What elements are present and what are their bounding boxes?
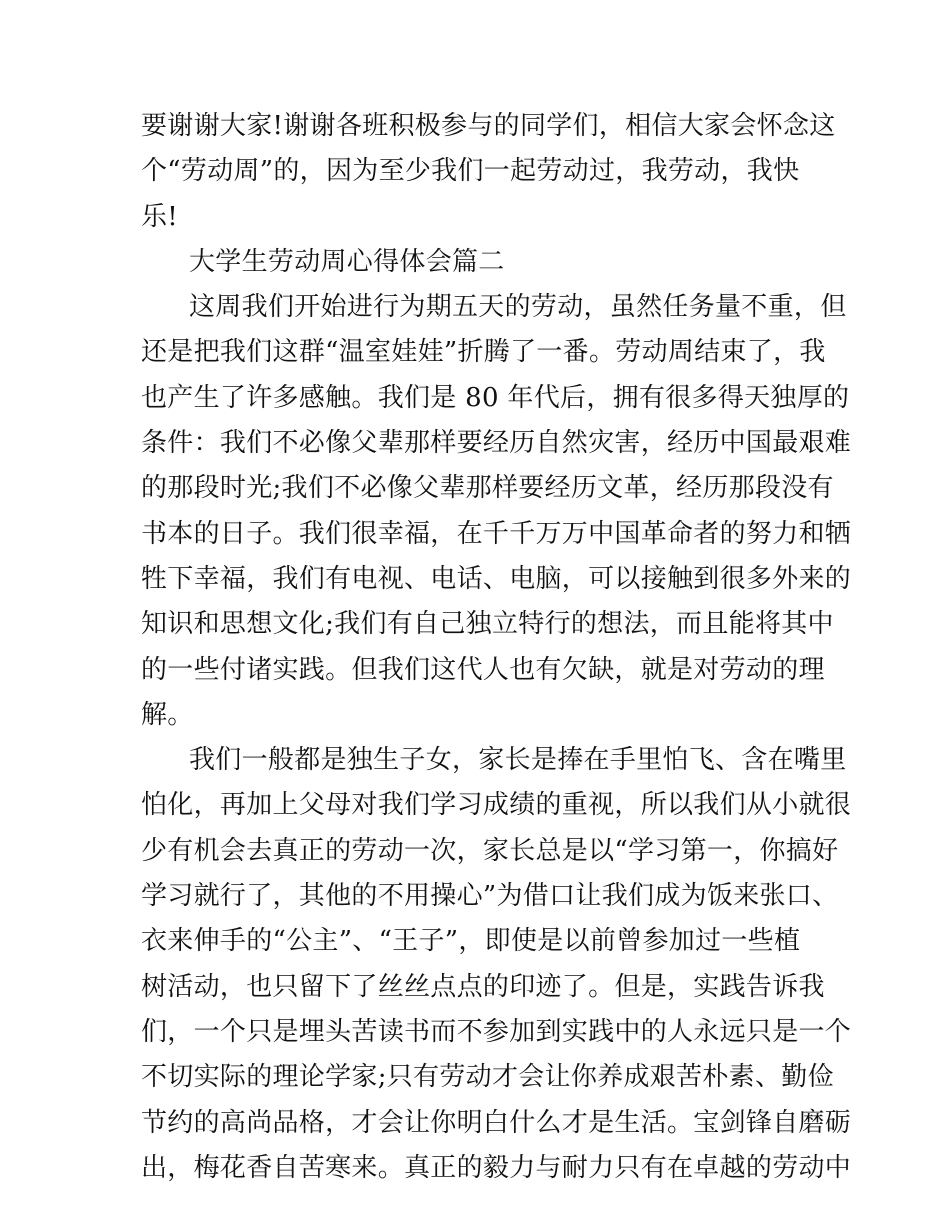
text-line: 要谢谢大家!谢谢各班积极参与的同学们，相信大家会怀念这 (141, 111, 836, 141)
text-line: 的一些付诸实践。但我们这代人也有欠缺，就是对劳动的理 (141, 654, 825, 685)
text-line: 不切实际的理论学家;只有劳动才会让你养成艰苦朴素、勤俭 (141, 1062, 834, 1093)
text-line: 乐! (141, 201, 179, 232)
text-line: 怕化，再加上父母对我们学习成绩的重视，所以我们从小就很 (141, 790, 852, 821)
text-line: 衣来伸手的“公主”、“王子”，即使是以前曾参加过一些植 (141, 926, 801, 957)
text-line: 也产生了许多感触。我们是 80 年代后，拥有很多得天独厚的 (141, 382, 850, 413)
section-heading: 大学生劳动周心得体会篇二 (189, 246, 505, 277)
text-line: 条件：我们不必像父辈那样要经历自然灾害，经历中国最艰难 (141, 428, 852, 459)
text-line: 解。 (141, 699, 194, 730)
text-line: 节约的高尚品格，才会让你明白什么才是生活。宝剑锋自磨砺 (141, 1107, 852, 1138)
text-line: 学习就行了，其他的不用操心”为借口让我们成为饭来张口、 (141, 881, 839, 912)
text-line: 我们一般都是独生子女，家长是捧在手里怕飞、含在嘴里 (189, 745, 847, 776)
text-line: 们，一个只是埋头苦读书而不参加到实践中的人永远只是一个 (141, 1016, 852, 1047)
text-line: 牲下幸福，我们有电视、电话、电脑，可以接触到很多外来的 (141, 563, 852, 594)
document-body (141, 104, 852, 1191)
text-line: 书本的日子。我们很幸福，在千千万万中国革命者的努力和牺 (141, 518, 852, 549)
text-line: 的那段时光;我们不必像父辈那样要经历文革，经历那段没有 (141, 473, 834, 504)
text-line: 少有机会去真正的劳动一次，家长总是以“学习第一，你搞好 (141, 835, 839, 866)
text-line: 树活动，也只留下了丝丝点点的印迹了。但是，实践告诉我 (141, 971, 825, 1002)
text-line: 这周我们开始进行为期五天的劳动，虽然任务量不重，但 (189, 292, 847, 323)
text-line: 个“劳动周”的，因为至少我们一起劳动过，我劳动，我快 (141, 156, 800, 187)
text-line: 知识和思想文化;我们有自己独立特行的想法，而且能将其中 (141, 609, 834, 640)
text-line: 还是把我们这群“温室娃娃”折腾了一番。劳动周结束了，我 (141, 337, 826, 368)
text-line: 出，梅花香自苦寒来。真正的毅力与耐力只有在卓越的劳动中 (141, 1152, 852, 1183)
